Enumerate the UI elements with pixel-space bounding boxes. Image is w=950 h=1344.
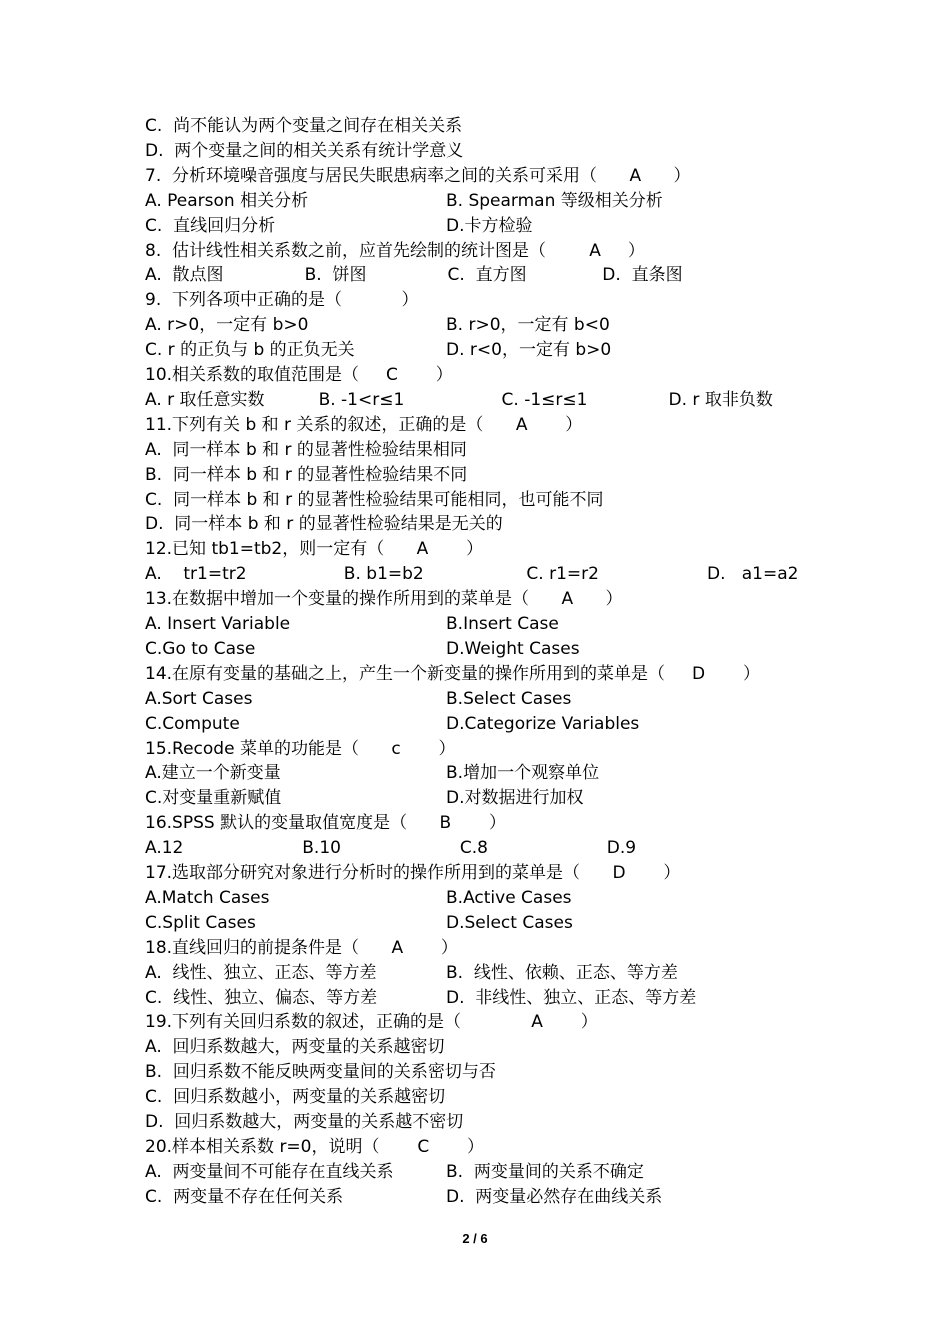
text-line <box>145 986 825 1011</box>
text-line <box>145 961 825 986</box>
text-line: B. 回归系数不能反映两变量间的关系密切与否 <box>145 1062 496 1083</box>
text-line <box>145 786 825 811</box>
text-line <box>145 761 825 786</box>
text-line: 13.在数据中增加一个变量的操作所用到的菜单是（ A ） <box>145 589 623 610</box>
option-text: A. r>0，一定有 b>0 <box>145 315 309 336</box>
option-text: B. 线性、依赖、正态、等方差 <box>446 962 678 983</box>
option-text: A. 线性、独立、正态、等方差 <box>145 962 377 983</box>
text-line: A. 回归系数越大，两变量的关系越密切 <box>145 1037 445 1058</box>
option-text: C.Compute <box>145 713 240 734</box>
text-line: A. 散点图 B. 饼图 C. 直方图 D. 直条图 <box>145 265 683 286</box>
option-text: A. Pearson 相关分析 <box>145 190 309 211</box>
option-text: D. 两变量必然存在曲线关系 <box>446 1186 663 1207</box>
text-line <box>145 214 825 239</box>
option-text: A.建立一个新变量 <box>145 763 281 784</box>
option-text: B.Active Cases <box>446 887 572 908</box>
option-text: B. r>0，一定有 b<0 <box>446 315 610 336</box>
option-text: C. r 的正负与 b 的正负无关 <box>145 340 355 361</box>
option-text: C.对变量重新赋值 <box>145 788 282 809</box>
option-text: D.卡方检验 <box>446 215 533 236</box>
option-text: D.Weight Cases <box>446 638 580 659</box>
text-line: D. 同一样本 b 和 r 的显著性检验结果是无关的 <box>145 514 503 535</box>
text-line: 19.下列有关回归系数的叙述，正确的是（ A ） <box>145 1012 598 1033</box>
text-line: 15.Recode 菜单的功能是（ c ） <box>145 738 456 759</box>
text-line: D. 回归系数越大，两变量的关系越不密切 <box>145 1112 464 1132</box>
text-line: A. r 取任意实数 B. -1<r≤1 C. -1≤r≤1 D. r 取非负数 <box>145 389 773 410</box>
option-text: C. 两变量不存在任何关系 <box>145 1186 344 1207</box>
option-text: A.Match Cases <box>145 887 270 908</box>
option-text: B.Select Cases <box>446 688 572 709</box>
text-line: 18.直线回归的前提条件是（ A ） <box>145 937 458 958</box>
text-line <box>145 637 825 662</box>
option-text: B. Spearman 等级相关分析 <box>446 190 663 211</box>
text-line <box>145 313 825 338</box>
text-line <box>145 612 825 637</box>
text-line <box>145 1160 825 1185</box>
option-text: A.Sort Cases <box>145 688 253 709</box>
text-line: 10.相关系数的取值范围是（ C ） <box>145 365 453 385</box>
option-text: D.Select Cases <box>446 912 573 933</box>
text-line: 17.选取部分研究对象进行分析时的操作所用到的菜单是（ D ） <box>145 863 681 883</box>
text-line <box>145 1185 825 1210</box>
option-text: D. 非线性、独立、正态、等方差 <box>446 987 697 1008</box>
text-line: C. 同一样本 b 和 r 的显著性检验结果可能相同，也可能不同 <box>145 489 604 510</box>
option-text: D.Categorize Variables <box>446 713 640 734</box>
option-text: A. Insert Variable <box>145 614 291 634</box>
text-line: A. tr1=tr2 B. b1=b2 C. r1=r2 D. a1=a2 <box>145 564 799 585</box>
option-text: C.Go to Case <box>145 638 256 659</box>
option-text: C.Split Cases <box>145 912 256 933</box>
text-line: C. 回归系数越小，两变量的关系越密切 <box>145 1087 446 1108</box>
text-line: B. 同一样本 b 和 r 的显著性检验结果不同 <box>145 464 468 485</box>
text-line <box>145 886 825 911</box>
option-text: C. 直线回归分析 <box>145 215 276 236</box>
option-text: A. 两变量间不可能存在直线关系 <box>145 1161 394 1182</box>
text-line: 9. 下列各项中正确的是（ ） <box>145 290 419 311</box>
text-line: 14.在原有变量的基础之上，产生一个新变量的操作所用到的菜单是（ D ） <box>145 663 760 684</box>
text-line <box>145 712 825 737</box>
option-text: D. r<0，一定有 b>0 <box>446 340 612 361</box>
text-line: 7. 分析环境噪音强度与居民失眠患病率之间的关系可采用（ A ） <box>145 165 691 186</box>
option-text: C. 线性、独立、偏态、等方差 <box>145 987 378 1008</box>
text-line: 20.样本相关系数 r=0，说明（ C ） <box>145 1136 485 1157</box>
text-line: D. 两个变量之间的相关关系有统计学意义 <box>145 140 464 161</box>
text-line <box>145 911 825 936</box>
text-line: C. 尚不能认为两个变量之间存在相关关系 <box>145 116 463 136</box>
text-line: 11.下列有关 b 和 r 关系的叙述，正确的是（ A ） <box>145 414 583 435</box>
option-text: B. 两变量间的关系不确定 <box>446 1161 644 1182</box>
text-line <box>145 687 825 712</box>
option-text: D.对数据进行加权 <box>446 788 584 809</box>
text-line <box>145 189 825 214</box>
option-text: B.Insert Case <box>446 614 559 634</box>
page-number: 2 / 6 <box>462 1231 488 1246</box>
text-line <box>145 338 825 363</box>
text-line: A.12 B.10 C.8 D.9 <box>145 838 637 859</box>
text-line: 12.已知 tb1=tb2，则一定有（ A ） <box>145 539 484 560</box>
text-line: A. 同一样本 b 和 r 的显著性检验结果相同 <box>145 439 467 460</box>
text-line: 8. 估计线性相关系数之前，应首先绘制的统计图是（ A ） <box>145 240 645 261</box>
option-text: B.增加一个观察单位 <box>446 763 600 784</box>
text-line: 16.SPSS 默认的变量取值宽度是（ B ） <box>145 813 506 834</box>
